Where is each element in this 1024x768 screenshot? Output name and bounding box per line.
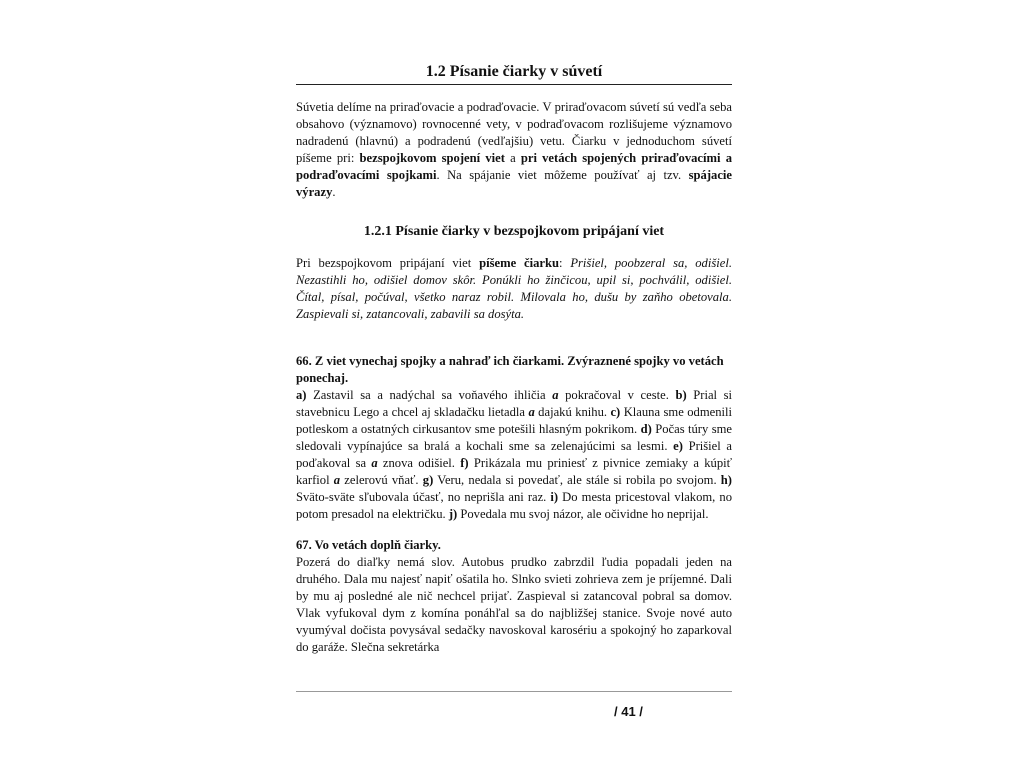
text-run: d) [640,422,652,436]
exercise-66 [296,353,732,523]
text-run: bezspojkovom spojení viet [359,151,505,165]
text-run: spájacie výrazy [296,168,732,199]
text-run: Pri bezspojkovom pripájaní viet [296,256,480,270]
section-title: 1.2 Písanie čiarky v súvetí [296,62,732,85]
exercise-67-title: 67. Vo vetách doplň čiarky. [296,538,441,552]
section-intro [296,99,732,201]
text-run: . Na spájanie viet môžeme používať aj tzv. [436,168,689,182]
exercise-67 [296,537,732,656]
text-run: Zastavil sa a nadýchal sa voňavého ihličia [306,388,553,402]
text-run: j) [448,507,458,521]
text-run: Prišiel a poďakoval sa [296,439,732,470]
text-run: dajakú knihu. [534,405,611,419]
text-run: Do mesta pricestoval vlakom, no potom presadol na električku. [296,490,732,521]
text-run: b) [675,388,687,402]
text-run: a [333,473,341,487]
text-run: znova odišiel. [377,456,461,470]
text-run: : [559,256,571,270]
exercise-66-text [296,387,732,523]
text-run: Prial si stavebnicu Lego a chcel aj skladačku lietadla [296,388,733,419]
text-run: g) [422,473,434,487]
text-run: e) [673,439,683,453]
text-run: a [552,388,559,402]
text-run: Počas túry sme sledovali vypínajúce sa bralá a kochali sme sa zelenajúcimi sa lesmi. [296,422,733,453]
text-run: Prikázala mu priniesť z pivnice zemiaky a kúpiť karfiol [296,456,732,487]
exercise-66-title: 66. Z viet vynechaj spojky a nahraď ich čiarkami. Zvýraznené spojky vo vetách ponechaj. [296,354,724,385]
text-run: zelerovú vňať. [340,473,423,487]
text-run: h) [720,473,732,487]
text-run: pri vetách spojených priraďovacími a podraďovacími spojkami [296,151,732,182]
text-run: . [332,185,336,199]
text-run: Sväto-sväte sľubovala účasť, no neprišla ani raz. [296,490,551,504]
text-run: Povedala mu svoj názor, ale očividne ho neprijal. [457,507,709,521]
text-run: Súvetia delíme na priraďovacie a podraďovacie. V priraďovacom súvetí sú vedľa seba obsahovo (významovo) rovnocenné vety, v podraďovacom rozlišujeme významovo nadradenú (hlavnú) a podradenú (vedľajšiu) vetu. Čiarku v jednoduchom súvetí píšeme pri: [296,100,732,165]
text-run: c) [610,405,621,419]
text-run: pokračoval v ceste. [558,388,676,402]
page-number: / 41 / [614,704,643,719]
text-run: i) [550,490,559,504]
text-run: a [528,405,535,419]
textbook-page [296,62,732,656]
exercise-67-text: Pozerá do diaľky nemá slov. Autobus prudko zabrzdil ľudia popadali jeden na druhého. Dala mu najesť napiť ošatila ho. Slnko svieti zohrieva zem je príjemné. Dali by mu aj posledné ale nič nechcel prijať. Zaspieval si zatancoval pobral sa domov. Vlak vyfukoval dym z komína ponáhľal sa do najbližšej stanice. Svoje nové auto vyumýval dočista povysával sedačky navoskoval karosériu a spokojný ho zaparkoval do garáže. Slečna sekretárka [296,555,732,654]
text-run: Veru, nedala si povedať, ale stále si robila po svojom. [433,473,721,487]
text-run: píšeme čiarku [479,256,559,270]
footer-divider [296,691,732,692]
subsection-text [296,255,732,323]
text-run: a [504,151,521,165]
text-run: Prišiel, poobzeral sa, odišiel. Nezastihli ho, odišiel domov skôr. Ponúkli ho žinčicou, upil si, pochválil, odišiel. Čítal, písal, počúval, všetko naraz robil. Milovala ho, dušu by zaňho obetovala. Zaspievali si, zatancovali, zabavili sa dosýta. [296,256,732,321]
text-run: a) [296,388,307,402]
text-run: Klauna sme odmenili potleskom a ostatných cirkusantov sme potešili hlasným pokrikom. [296,405,732,436]
subsection-title: 1.2.1 Písanie čiarky v bezspojkovom pripájaní viet [363,224,665,239]
text-run: f) [460,456,469,470]
text-run: a [371,456,378,470]
